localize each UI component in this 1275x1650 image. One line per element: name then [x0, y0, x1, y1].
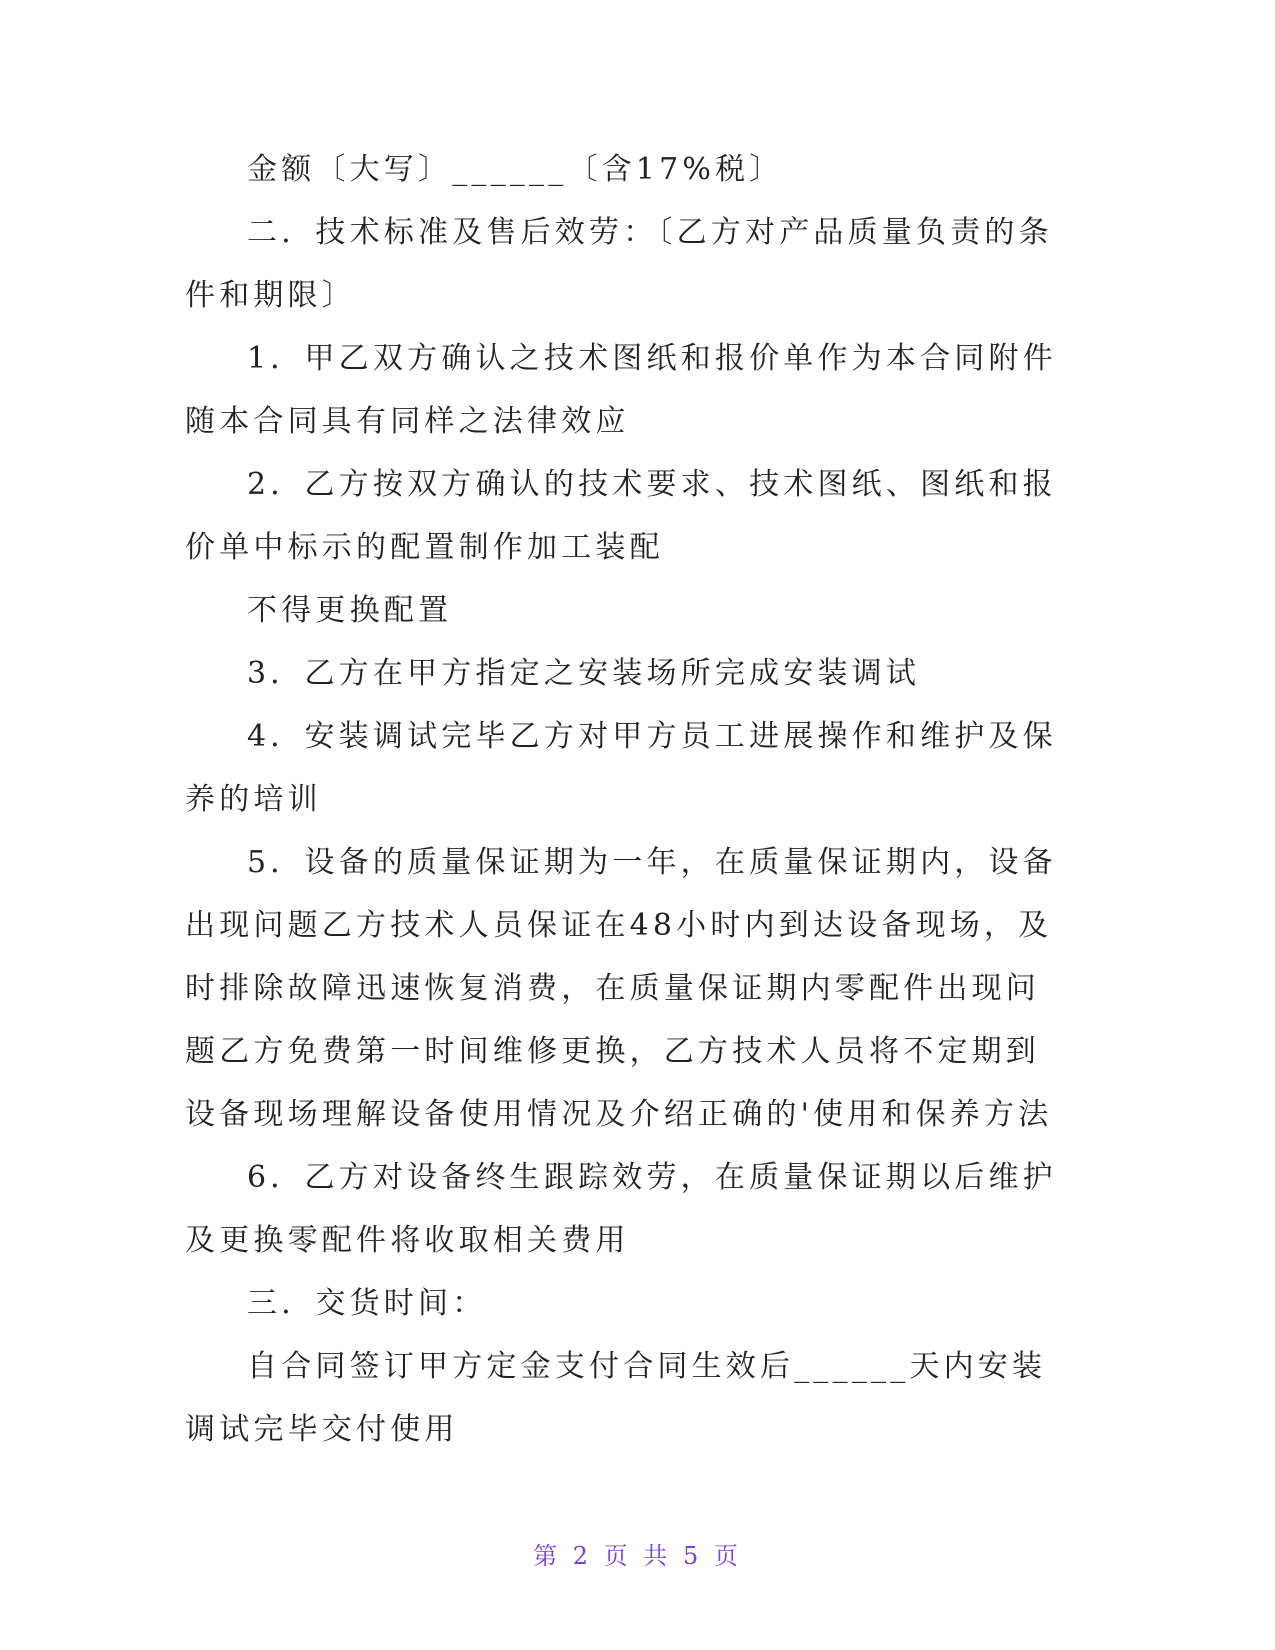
- paragraph-section-3-heading: 三．交货时间：: [247, 1286, 487, 1321]
- paragraph-section-2-heading: 二．技术标准及售后效劳：〔乙方对产品质量负责的条件和期限〕: [185, 215, 1053, 313]
- paragraph-no-config-change: 不得更换配置: [247, 593, 453, 628]
- page-number-footer: 第 2 页 共 5 页: [533, 1542, 742, 1570]
- paragraph-item-4: 4．安装调试完毕乙方对甲方员工进展操作和维护及保养的培训: [185, 719, 1057, 817]
- document-body: [185, 138, 1057, 1461]
- paragraph-amount: 金额〔大写〕______〔含17%税〕: [247, 152, 784, 187]
- paragraph-item-3: 3．乙方在甲方指定之安装场所完成安装调试: [247, 656, 921, 691]
- paragraph-item-6: 6．乙方对设备终生跟踪效劳，在质量保证期以后维护及更换零配件将收取相关费用: [185, 1160, 1057, 1258]
- paragraph-delivery-time: 自合同签订甲方定金支付合同生效后______天内安装调试完毕交付使用: [185, 1349, 1047, 1447]
- paragraph-item-2: 2．乙方按双方确认的技术要求、技术图纸、图纸和报价单中标示的配置制作加工装配: [185, 467, 1057, 565]
- paragraph-item-1: 1．甲乙双方确认之技术图纸和报价单作为本合同附件随本合同具有同样之法律效应: [185, 341, 1057, 439]
- paragraph-item-5: 5．设备的质量保证期为一年，在质量保证期内，设备出现问题乙方技术人员保证在48小时内到达设备现场，及时排除故障迅速恢复消费，在质量保证期内零配件出现问题乙方免费第一时间维修更换，乙方技术人员将不定期到设备现场理解设备使用情况及介绍正确的'使用和保养方法: [185, 845, 1057, 1132]
